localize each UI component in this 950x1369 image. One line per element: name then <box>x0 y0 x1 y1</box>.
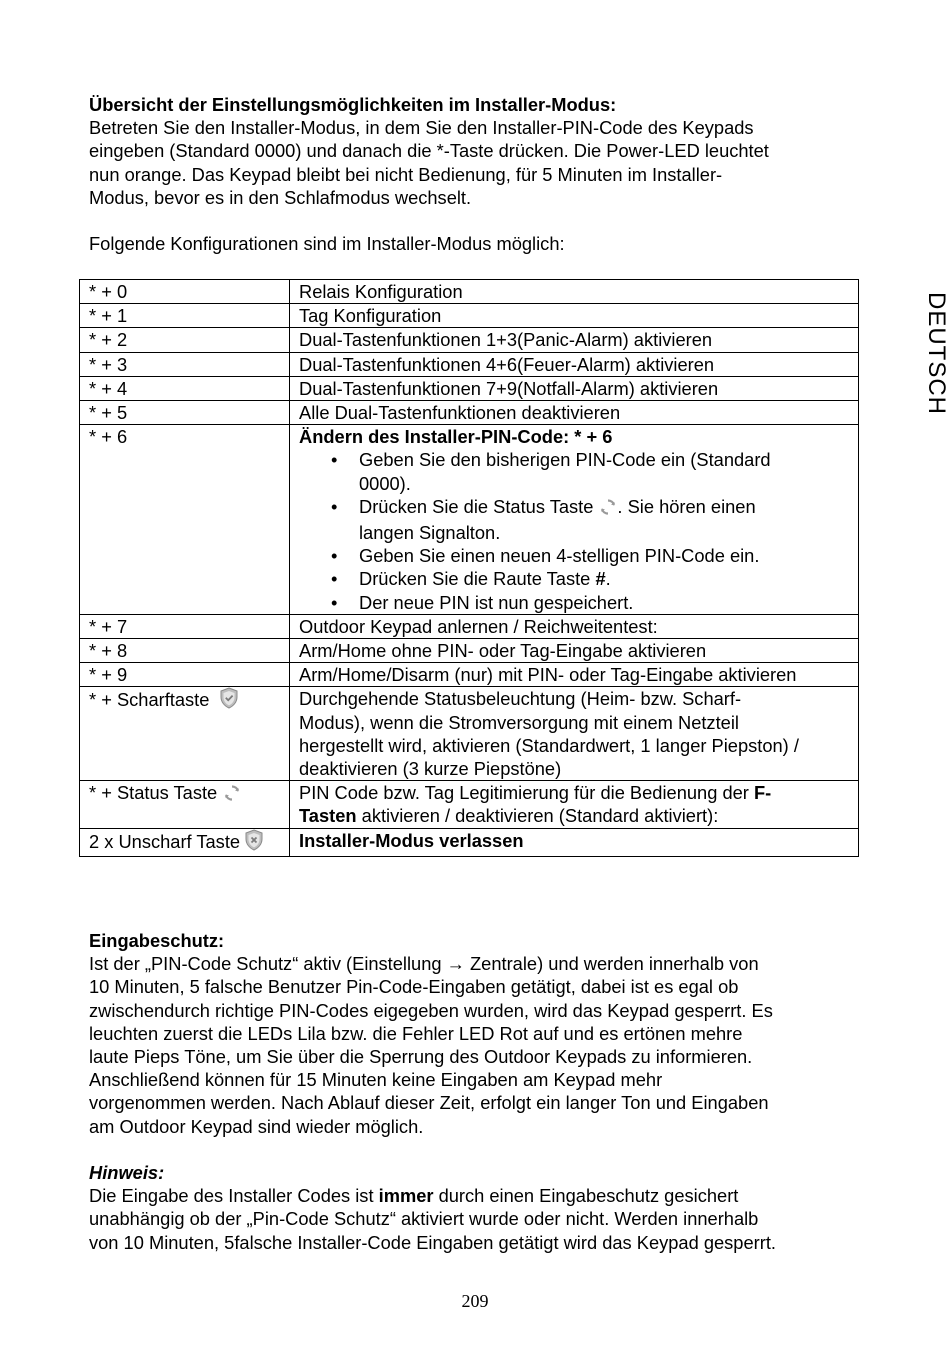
section-heading-note: Hinweis: <box>89 1162 165 1183</box>
table-row <box>80 614 859 638</box>
table-key: * + 4 <box>80 376 290 400</box>
arrow-right-icon: → <box>446 953 465 975</box>
table-value: Dual-Tastenfunktionen 1+3(Panic-Alarm) aktivieren <box>290 328 859 352</box>
step-text: Drücken Sie die Raute Taste <box>359 568 596 590</box>
table-value: Dual-Tastenfunktionen 7+9(Notfall-Alarm) aktivieren <box>290 376 859 400</box>
table-value: Alle Dual-Tastenfunktionen deaktivieren <box>290 401 859 425</box>
intro-section <box>89 93 859 255</box>
value-line: hergestellt wird, aktivieren (Standardwert, 1 langer Piepston) / <box>299 734 799 756</box>
table-value: Arm/Home ohne PIN- oder Tag-Eingabe aktivieren <box>290 639 859 663</box>
list-item <box>359 591 858 614</box>
paragraph-line <box>89 1184 859 1207</box>
table-row <box>80 304 859 328</box>
paragraph-line: vorgenommen werden. Nach Ablauf dieser Zeit, erfolgt ein langer Ton und Eingaben <box>89 1092 769 1114</box>
section-heading-overview: Übersicht der Einstellungsmöglichkeiten im Installer-Modus: <box>89 94 617 115</box>
change-pin-steps <box>299 448 858 613</box>
list-item <box>359 544 858 567</box>
paragraph-line: unabhängig ob der „Pin-Code Schutz“ aktiviert wurde oder nicht. Werden innerhalb <box>89 1208 759 1230</box>
table-row <box>80 328 859 352</box>
note-section <box>89 1161 859 1254</box>
installer-config-table <box>79 279 859 857</box>
section-heading-input-protection: Eingabeschutz: <box>89 930 225 951</box>
table-row-arm-key <box>80 687 859 781</box>
list-item <box>359 448 858 494</box>
input-protection-section <box>89 929 859 1138</box>
table-key <box>80 687 290 781</box>
step-text: . <box>605 568 611 590</box>
intro-line: eingeben (Standard 0000) und danach die *-Taste drücken. Die Power-LED leuchtet <box>89 140 769 162</box>
table-key: * + 0 <box>80 280 290 304</box>
table-key-text: 2 x Unscharf Taste <box>89 830 241 852</box>
text-run: Die Eingabe des Installer Codes ist <box>89 1185 379 1207</box>
step-text: . Sie hören einen <box>617 495 756 517</box>
text-run: Ist der „PIN-Code Schutz“ aktiv (Einstellung <box>89 953 447 975</box>
table-key <box>80 828 290 856</box>
table-value: Outdoor Keypad anlernen / Reichweitentest: <box>290 614 859 638</box>
list-item <box>359 495 858 544</box>
table-value <box>290 687 859 781</box>
table-key: * + 8 <box>80 639 290 663</box>
table-row <box>80 376 859 400</box>
table-row <box>80 663 859 687</box>
disarm-shield-icon <box>244 829 264 856</box>
paragraph-line: von 10 Minuten, 5falsche Installer-Code Eingaben getätigt wird das Keypad gesperrt. <box>89 1231 776 1253</box>
text-run: durch einen Eingabeschutz gesichert <box>433 1185 739 1207</box>
intro-line: nun orange. Das Keypad bleibt bei nicht Bedienung, für 5 Minuten im Installer- <box>89 163 723 185</box>
table-value <box>290 781 859 828</box>
step-text: Geben Sie den bisherigen PIN-Code ein (Standard <box>359 449 771 471</box>
change-pin-title: Ändern des Installer-PIN-Code: * + 6 <box>299 426 613 448</box>
value-line: Modus), wenn die Stromversorgung mit einem Netzteil <box>299 711 739 733</box>
table-value: Relais Konfiguration <box>290 280 859 304</box>
table-row-status-key <box>80 781 859 828</box>
arm-shield-icon <box>219 687 239 714</box>
value-line: deaktivieren (3 kurze Piepstöne) <box>299 758 562 780</box>
table-key: * + 7 <box>80 614 290 638</box>
table-key: * + 9 <box>80 663 290 687</box>
table-row <box>80 352 859 376</box>
paragraph-line: 10 Minuten, 5 falsche Benutzer Pin-Code-Eingaben getätigt, dabei ist es egal ob <box>89 976 739 998</box>
step-text: 0000). <box>359 472 411 494</box>
list-item <box>359 567 858 590</box>
value-line: PIN Code bzw. Tag Legitimierung für die Bedienung der <box>299 782 754 804</box>
table-key: * + 2 <box>80 328 290 352</box>
paragraph-line: Anschließend können für 15 Minuten keine Eingaben am Keypad mehr <box>89 1069 663 1091</box>
paragraph-line: am Outdoor Keypad sind wieder möglich. <box>89 1115 424 1137</box>
table-row-change-pin <box>80 425 859 615</box>
table-row-exit <box>80 828 859 856</box>
paragraph-line <box>89 952 859 975</box>
table-key-text: * + Status Taste <box>89 782 218 804</box>
table-key: * + 3 <box>80 352 290 376</box>
table-row <box>80 280 859 304</box>
text-run: Zentrale) und werden innerhalb von <box>464 953 759 975</box>
table-value <box>290 425 859 615</box>
status-refresh-icon <box>223 784 241 807</box>
intro-line: Modus, bevor es in den Schlafmodus wechselt. <box>89 186 472 208</box>
status-refresh-icon <box>599 498 617 521</box>
table-key: * + 6 <box>80 425 290 615</box>
emphasis-text: immer <box>378 1185 434 1207</box>
f-keys-label: Tasten <box>299 805 357 827</box>
intro-line: Folgende Konfigurationen sind im Installer-Modus möglich: <box>89 233 565 255</box>
hash-key-label: # <box>595 568 606 590</box>
table-row <box>80 639 859 663</box>
table-key: * + 5 <box>80 401 290 425</box>
table-key-text: * + Scharftaste <box>89 689 210 711</box>
table-key <box>80 781 290 828</box>
value-line: Durchgehende Statusbeleuchtung (Heim- bzw. Scharf- <box>299 688 742 710</box>
table-key: * + 1 <box>80 304 290 328</box>
step-text: Der neue PIN ist nun gespeichert. <box>359 591 634 613</box>
step-text: Drücken Sie die Status Taste <box>359 495 594 517</box>
table-value: Arm/Home/Disarm (nur) mit PIN- oder Tag-Eingabe aktivieren <box>290 663 859 687</box>
f-keys-label: F- <box>753 782 772 804</box>
step-text: Geben Sie einen neuen 4-stelligen PIN-Code ein. <box>359 545 760 567</box>
table-value: Tag Konfiguration <box>290 304 859 328</box>
paragraph-line: laute Pieps Töne, um Sie über die Sperrung des Outdoor Keypads zu informieren. <box>89 1046 753 1068</box>
step-text: langen Signalton. <box>359 522 501 544</box>
table-value: Installer-Modus verlassen <box>290 828 859 856</box>
page-number: 209 <box>461 1291 489 1311</box>
paragraph-line: leuchten zuerst die LEDs Lila bzw. die Fehler LED Rot auf und es ertönen mehre <box>89 1022 743 1044</box>
language-side-label: DEUTSCH <box>923 292 950 416</box>
value-line: aktivieren / deaktivieren (Standard aktiviert): <box>356 805 719 827</box>
table-row <box>80 401 859 425</box>
paragraph-line: zwischendurch richtige PIN-Codes eigegeben wurden, wird das Keypad gesperrt. Es <box>89 999 773 1021</box>
intro-line: Betreten Sie den Installer-Modus, in dem Sie den Installer-PIN-Code des Keypads <box>89 117 754 139</box>
table-value: Dual-Tastenfunktionen 4+6(Feuer-Alarm) aktivieren <box>290 352 859 376</box>
